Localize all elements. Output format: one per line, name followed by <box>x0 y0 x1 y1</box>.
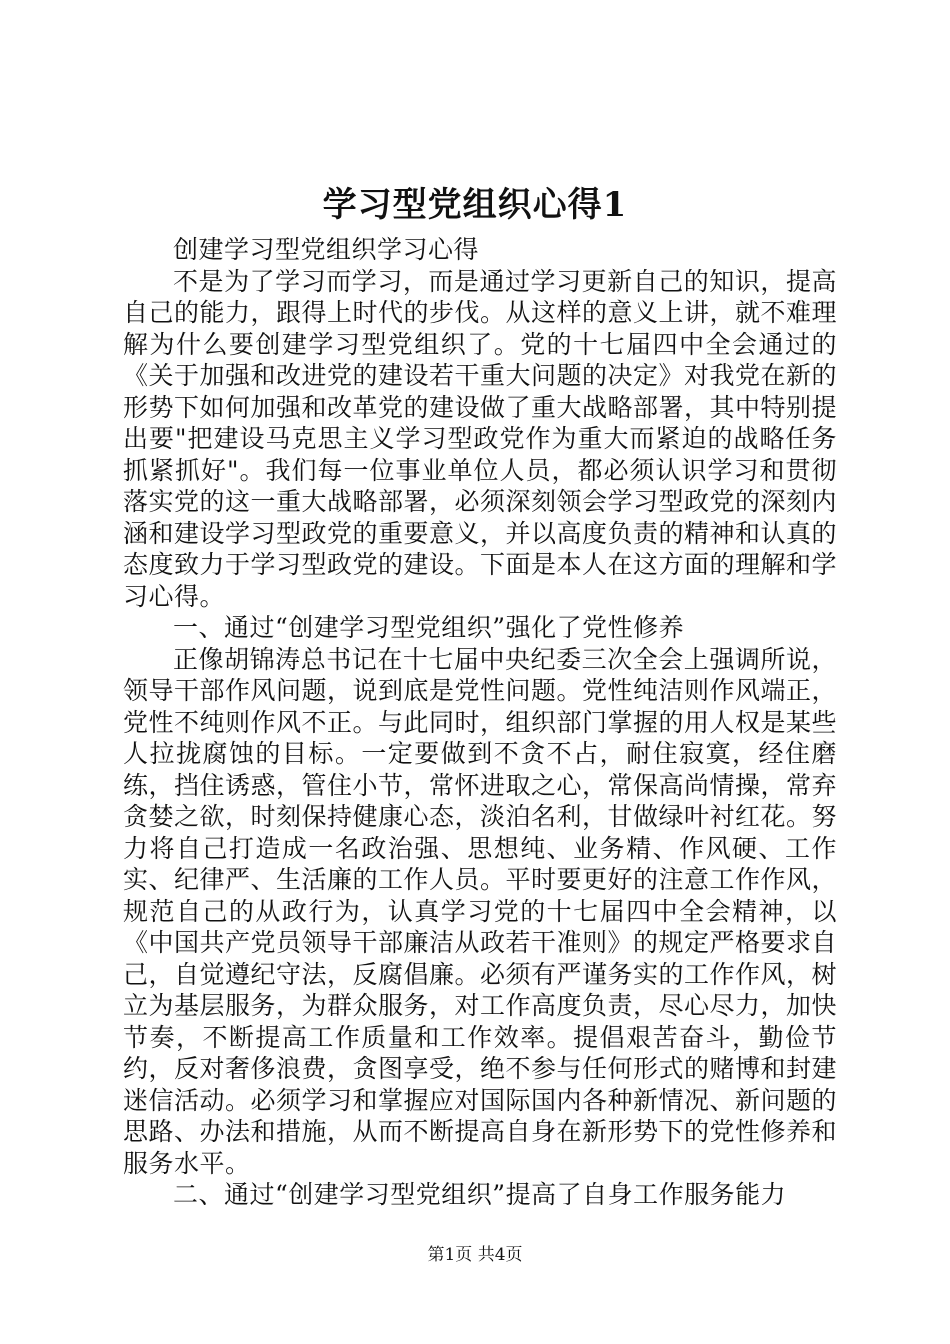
document-title: 学习型党组织心得1 <box>322 185 628 225</box>
section-heading-1: 一、通过“创建学习型党组织”强化了党性修养 <box>173 613 685 642</box>
subtitle-paragraph: 创建学习型党组织学习心得 <box>173 235 480 264</box>
page-number-footer: 第1页 共4页 <box>427 1245 523 1265</box>
document-body <box>123 234 837 1211</box>
section-heading-2: 二、通过“创建学习型党组织”提高了自身工作服务能力 <box>173 1180 787 1209</box>
section-1-paragraph: 正像胡锦涛总书记在十七届中央纪委三次全会上强调所说，领导干部作风问题，说到底是党性问题。党性纯洁则作风端正，党性不纯则作风不正。与此同时，组织部门掌握的用人权是某些人拉拢腐蚀的目标。一定要做到不贪不占，耐住寂寞，经住磨练，挡住诱惑，管住小节，常怀进取之心，常保高尚情操，常弃贪婪之欲，时刻保持健康心态，淡泊名利，甘做绿叶衬红花。努力将自己打造成一名政治强、思想纯、业务精、作风硬、工作实、纪律严、生活廉的工作人员。平时要更好的注意工作作风，规范自己的从政行为，认真学习党的十七届四中全会精神，以《中国共产党员领导干部廉洁从政若干准则》的规定严格要求自己，自觉遵纪守法，反腐倡廉。必须有严谨务实的工作作风，树立为基层服务，为群众服务，对工作高度负责，尽心尽力，加快节奏，不断提高工作质量和工作效率。提倡艰苦奋斗，勤俭节约，反对奢侈浪费，贪图享受，绝不参与任何形式的赌博和封建迷信活动。必须学习和掌握应对国际国内各种新情况、新问题的思路、办法和措施，从而不断提高自身在新形势下的党性修养和服务水平。 <box>123 644 838 1178</box>
intro-paragraph: 不是为了学习而学习，而是通过学习更新自己的知识，提高自己的能力，跟得上时代的步伐。从这样的意义上讲，就不难理解为什么要创建学习型党组织了。党的十七届四中全会通过的《关于加强和改进党的建设若干重大问题的决定》对我党在新的形势下如何加强和改革党的建设做了重大战略部署，其中特别提出要"把建设马克思主义学习型政党作为重大而紧迫的战略任务抓紧抓好"。我们每一位事业单位人员，都必须认识学习和贯彻落实党的这一重大战略部署，必须深刻领会学习型政党的深刻内涵和建设学习型政党的重要意义，并以高度负责的精神和认真的态度致力于学习型政党的建设。下面是本人在这方面的理解和学习心得。 <box>123 266 838 611</box>
